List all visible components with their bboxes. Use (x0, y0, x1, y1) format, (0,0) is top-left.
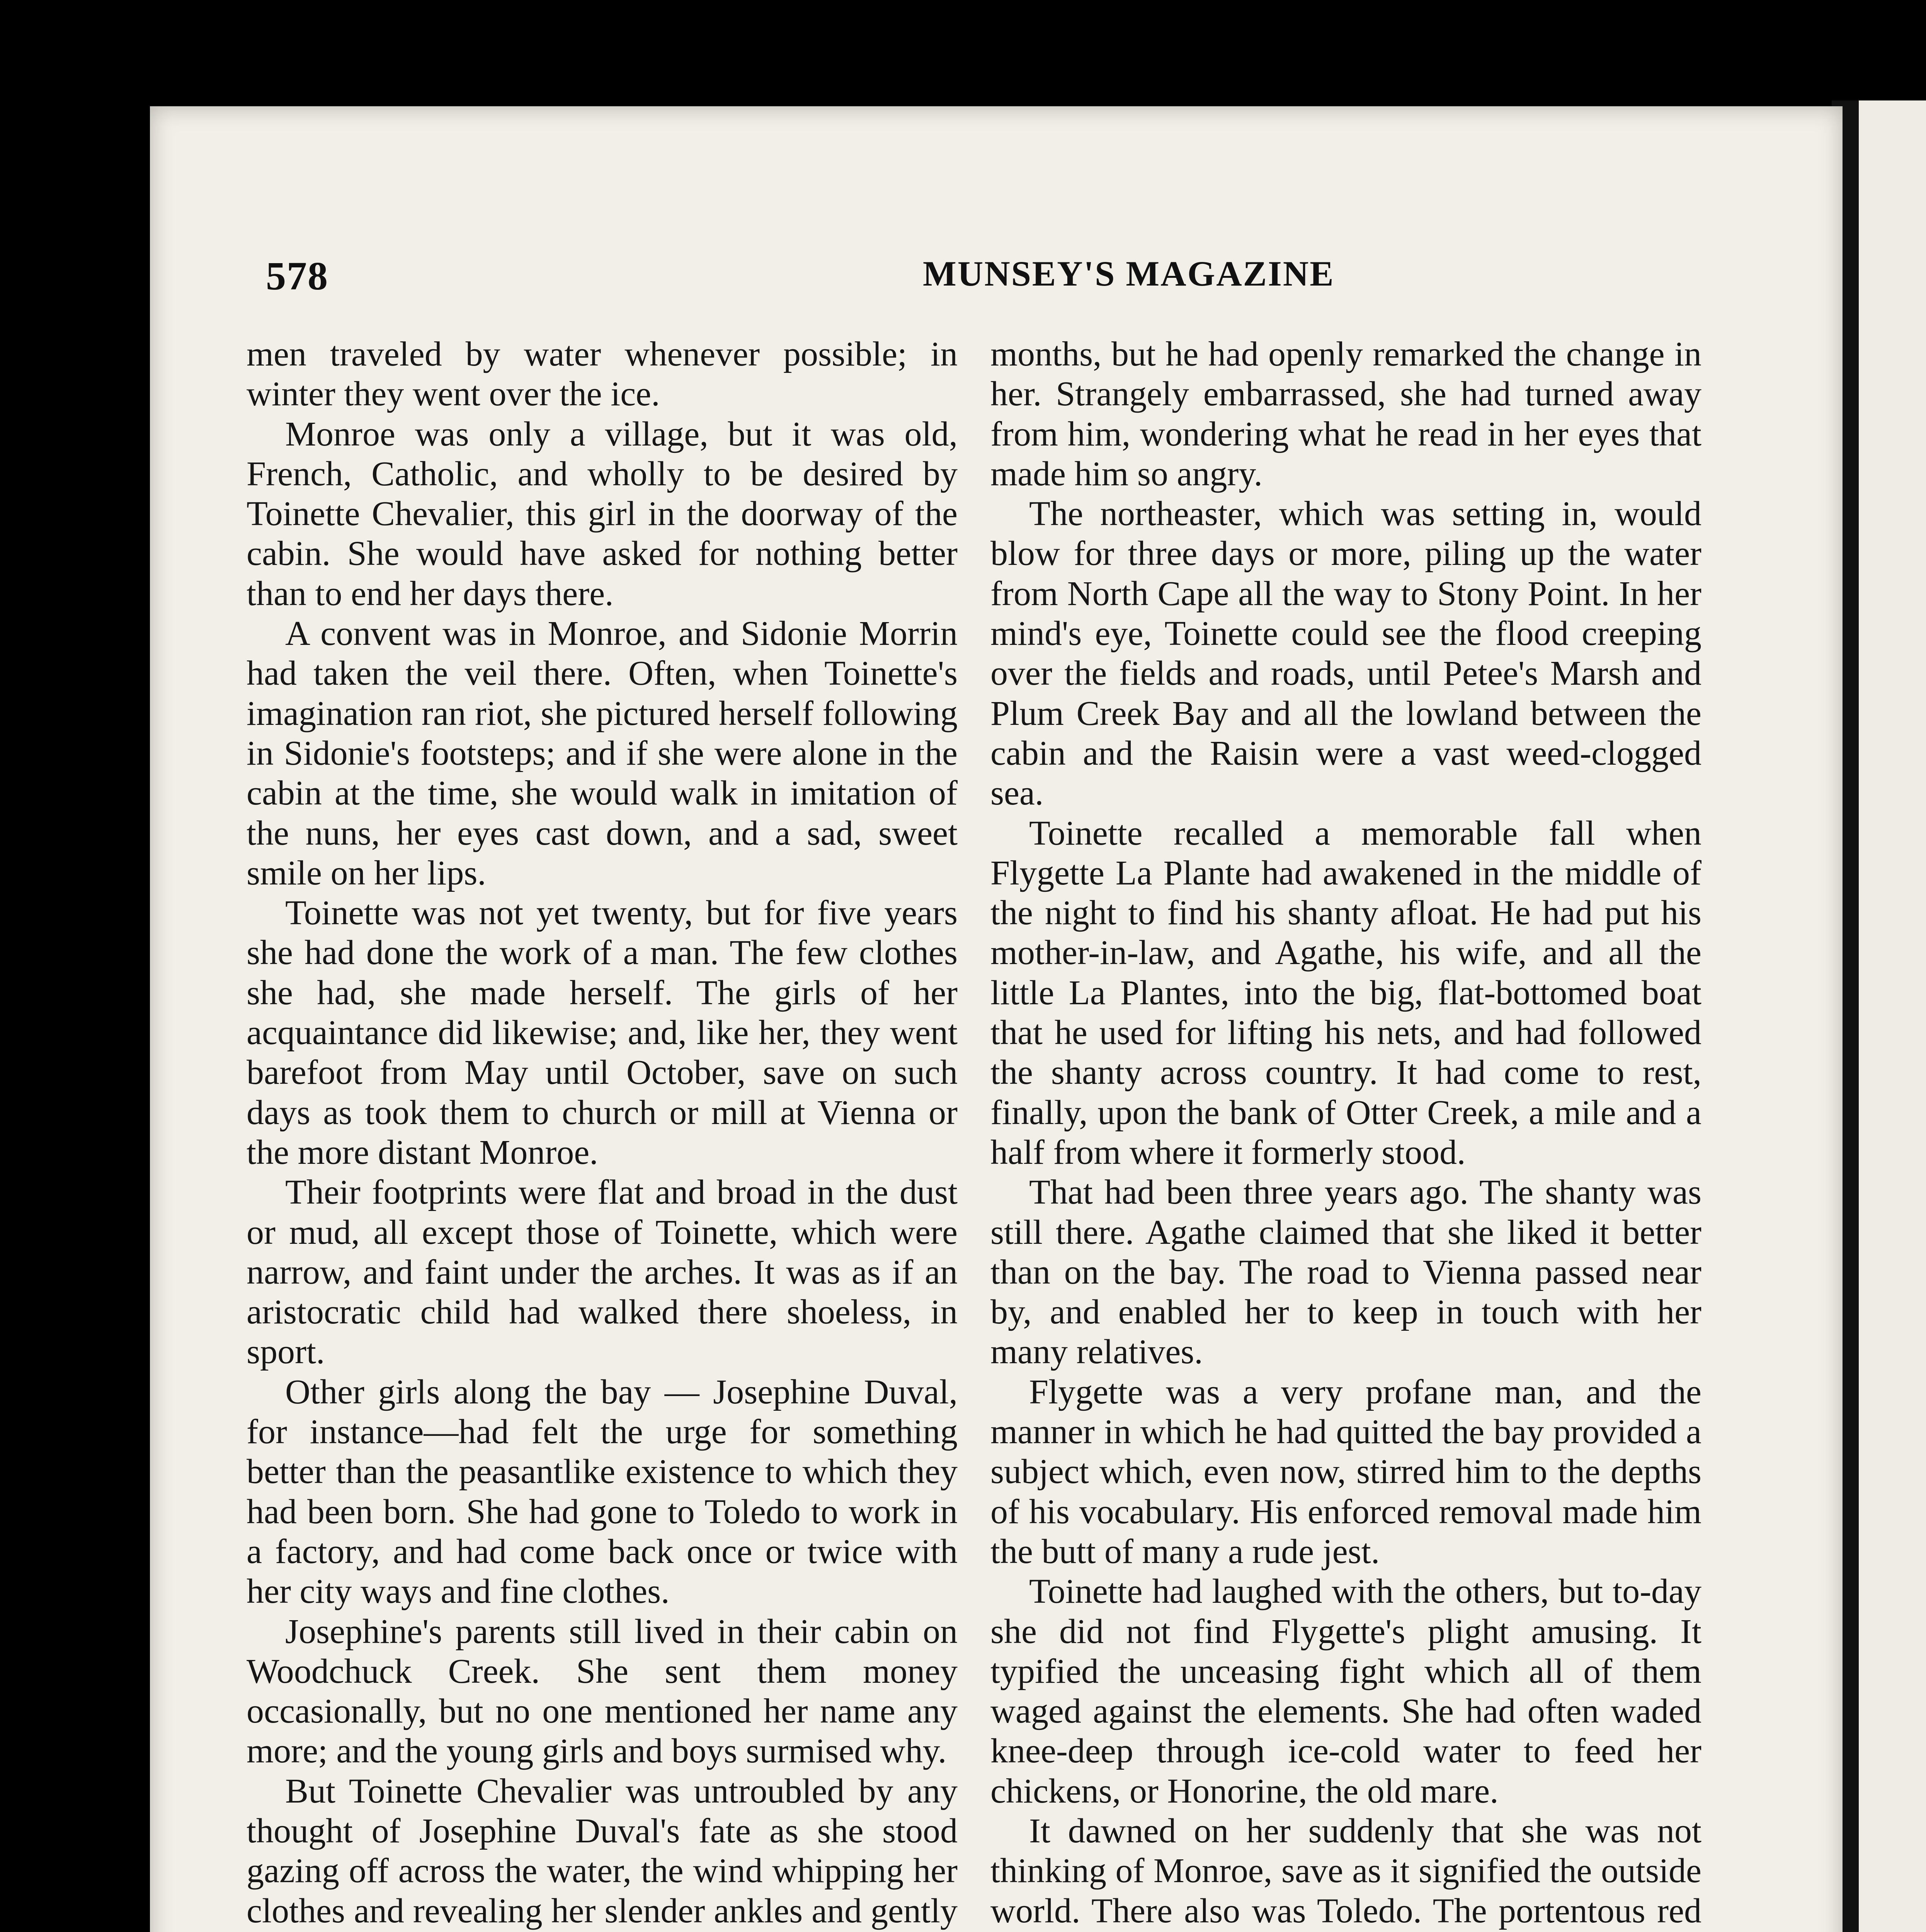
paragraph: Their footprints were flat and broad in the dust or mud, all except those of Toinette, which were narrow, and faint under the arches. It was as if an aristocratic child had walked there shoeless, in sport. (247, 1173, 958, 1371)
paragraph: Toinette had laughed with the others, but to-day she did not find Flygette's plight amusing. It typified the unceasing fight which all of them waged against the elements. She had often waded knee-deep through ice-cold water to feed her chickens, or Honorine, the old mare. (990, 1572, 1701, 1810)
paragraph: The northeaster, which was setting in, would blow for three days or more, piling up the water from North Cape all the way to Stony Point. In her mind's eye, Toinette could see the flood creeping over the fields and roads, until Petee's Marsh and Plum Creek Bay and all the lowland between the cabin and the Raisin were a vast weed-clogged sea. (990, 495, 1701, 813)
magazine-page (150, 106, 1843, 1932)
paragraph: Toinette was not yet twenty, but for five years she had done the work of a man. The few clothes she had, she made herself. The girls of her acquaintance did likewise; and, like her, they went barefoot from May until October, save on such days as took them to church or mill at Vienna or the more distant Monroe. (247, 894, 958, 1172)
paragraph: Monroe was only a village, but it was old, French, Catholic, and wholly to be desired by Toinette Chevalier, this girl in the doorway of the cabin. She would have asked for nothing better than to end her days there. (247, 415, 958, 613)
paragraph: Josephine's parents still lived in their cabin on Woodchuck Creek. She sent them money occasionally, but no one mentioned her name any more; and the young girls and boys surmised why. (247, 1612, 958, 1770)
page-number: 578 (266, 254, 328, 298)
paragraph: men traveled by water whenever possible; in winter they went over the ice. (247, 335, 958, 413)
paragraph: But Toinette Chevalier was untroubled by any thought of Josephine Duval's fate as she stood gazing off across the water, the wind whipping her clothes and revealing her slender ankles and gently (247, 1772, 958, 1930)
paragraph: A convent was in Monroe, and Sidonie Morrin had taken the veil there. Often, when Toinette's imagination ran riot, she pictured herself following in Sidonie's footsteps; and if she were alone in the cabin at the time, she would walk in imitation of the nuns, her eyes cast down, and a sad, sweet smile on her lips. (247, 614, 958, 892)
paragraph: Flygette was a very profane man, and the manner in which he had quitted the bay provided a subject which, even now, stirred him to the depths of his vocabulary. His enforced removal made him the butt of many a rude jest. (990, 1372, 1701, 1571)
left-column (247, 334, 958, 1932)
paragraph: It dawned on her suddenly that she was not thinking of Monroe, save as it signified the outside world. There also was Toledo. The portentous red (990, 1811, 1701, 1930)
paragraph: Other girls along the bay — Josephine Duval, for instance—had felt the urge for something better than the peasantlike existence to which they had been born. She had gone to Toledo to work in a factory, and had come back once or twice with her city ways and fine clothes. (247, 1372, 958, 1611)
page-header (266, 253, 1696, 323)
right-column (990, 334, 1701, 1932)
paragraph: That had been three years ago. The shanty was still there. Agathe claimed that she liked it better than on the bay. The road to Vienna passed near by, and enabled her to keep in touch with her many relatives. (990, 1173, 1701, 1371)
paragraph: months, but he had openly remarked the change in her. Strangely embarrassed, she had turned away from him, wondering what he read in her eyes that made him so angry. (990, 335, 1701, 493)
facing-page-edge (1855, 100, 1926, 1932)
running-title: MUNSEY'S MAGAZINE (923, 254, 1335, 293)
paragraph: Toinette recalled a memorable fall when Flygette La Plante had awakened in the middle of the night to find his shanty afloat. He had put his mother-in-law, and Agathe, his wife, and all the little La Plantes, into the big, flat-bottomed boat that he used for lifting his nets, and had followed the shanty across country. It had come to rest, finally, upon the bank of Otter Creek, a mile and a half from where it formerly stood. (990, 814, 1701, 1172)
